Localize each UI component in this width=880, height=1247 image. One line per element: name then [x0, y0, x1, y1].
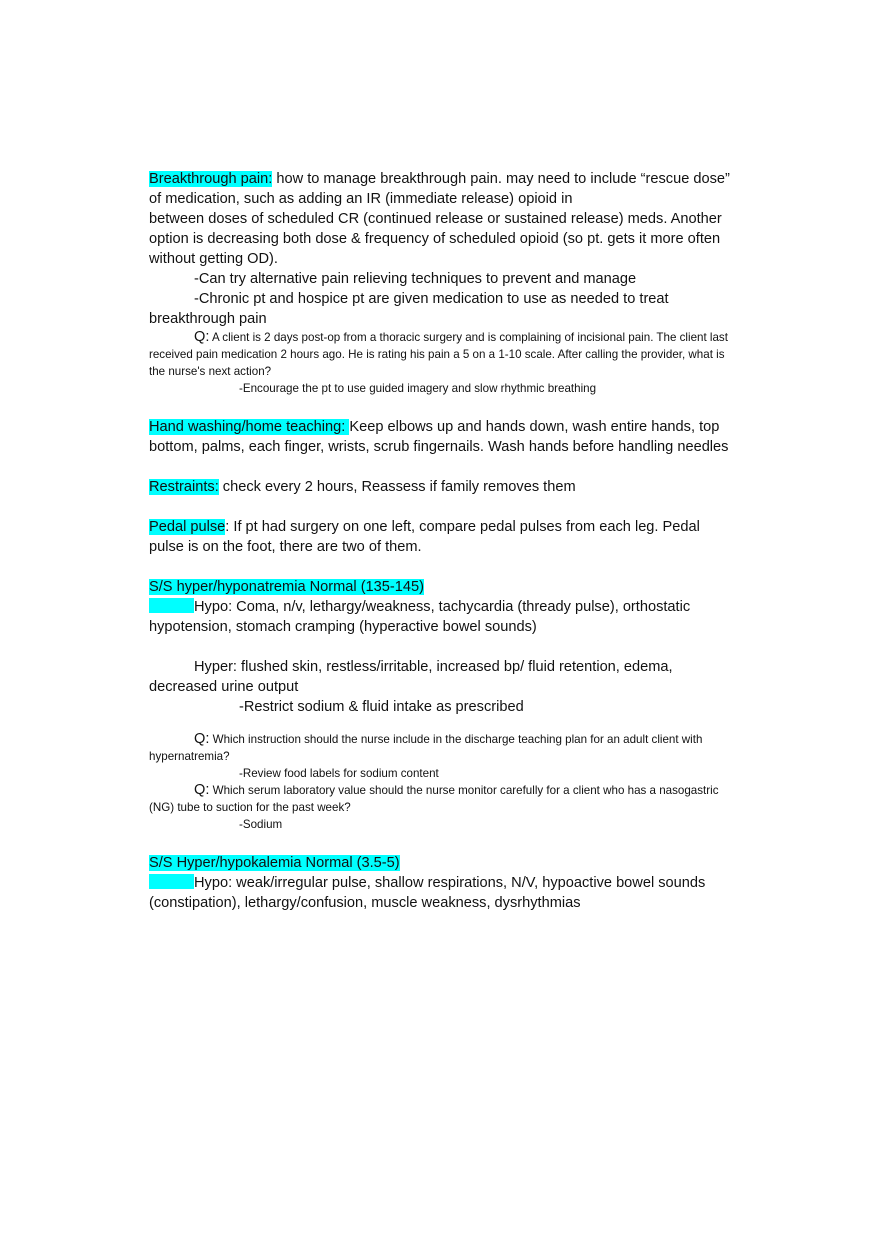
paragraph: between doses of scheduled CR (continued release or sustained release) meds. Another option is decreasing both dose & frequency of scheduled opioid (so pt. gets it more often without getting OD).: [149, 211, 722, 267]
paragraph: [149, 517, 734, 557]
notes-content: [149, 169, 734, 913]
section-potassium: [149, 853, 734, 913]
paragraph: [149, 577, 734, 597]
question: [149, 731, 734, 765]
spacer: [149, 637, 734, 657]
paragraph: [149, 417, 734, 457]
body-text: : If pt had surgery on one left, compare pedal pulses from each leg. Pedal pulse is on the foot, there are two of them.: [149, 519, 700, 555]
question-label: Q:: [194, 731, 210, 747]
spacer: [149, 457, 734, 477]
paragraph: [149, 873, 734, 913]
question: [149, 782, 734, 816]
section-restraints: [149, 477, 734, 497]
body-text: check every 2 hours, Reassess if family removes them: [218, 479, 576, 495]
question-label: Q:: [194, 329, 210, 345]
highlighted-heading: Breakthrough pain:: [149, 171, 273, 187]
highlighted-heading: Restraints:: [149, 479, 219, 495]
paragraph: [149, 597, 734, 637]
paragraph: [149, 477, 734, 497]
section-pedal-pulse: [149, 517, 734, 557]
body-text: Keep elbows up and hands down, wash entire hands, top bottom, palms, each finger, wrists, scrub fingernails. Wash hands before handling needles: [149, 419, 729, 455]
answer: -Restrict sodium & fluid intake as prescribed: [239, 699, 524, 715]
spacer: [149, 717, 734, 731]
spacer: [149, 833, 734, 853]
spacer: [149, 397, 734, 417]
indented-text: -Chronic pt and hospice pt are given medication to use as needed to treat breakthrough pain: [149, 291, 669, 327]
question-text: Which instruction should the nurse include in the discharge teaching plan for an adult client with hypernatremia?: [149, 733, 703, 763]
highlighted-heading: S/S Hyper/hypokalemia Normal (3.5-5): [149, 855, 400, 871]
highlighted-heading: S/S hyper/hyponatremia Normal (135-145): [149, 579, 424, 595]
question-text: A client is 2 days post-op from a thoracic surgery and is complaining of incisional pain. The client last received pain medication 2 hours ago. He is rating his pain a 5 on a 1-10 scale. After calling the provider, what is the nurse's next action?: [149, 331, 728, 378]
highlighted-heading: Hand washing/home teaching:: [149, 419, 350, 435]
spacer: [149, 497, 734, 517]
answer: -Review food labels for sodium content: [239, 767, 439, 780]
indented-text: -Can try alternative pain relieving techniques to prevent and manage: [194, 271, 637, 287]
answer: -Sodium: [239, 818, 283, 831]
indented-text: Hyper: flushed skin, restless/irritable, increased bp/ fluid retention, edema, decreased urine output: [149, 659, 673, 695]
question-text: Which serum laboratory value should the nurse monitor carefully for a client who has a nasogastric (NG) tube to suction for the past week?: [149, 784, 719, 814]
paragraph: [149, 853, 734, 873]
body-text: Hypo: Coma, n/v, lethargy/weakness, tachycardia (thready pulse), orthostatic hypotension, stomach cramping (hyperactive bowel sounds): [149, 599, 691, 635]
highlighted-heading: Pedal pulse: [149, 519, 226, 535]
section-sodium: [149, 577, 734, 833]
spacer: [149, 557, 734, 577]
paragraph: [149, 169, 734, 209]
body-text: Hypo: weak/irregular pulse, shallow respirations, N/V, hypoactive bowel sounds (constipation), lethargy/confusion, muscle weakness, dysrhythmias: [149, 875, 706, 911]
highlight-marker: [149, 598, 194, 613]
question: [149, 329, 734, 380]
body-text: how to manage breakthrough pain. may need to include “rescue dose” of medication, such as adding an IR (immediate release) opioid in: [149, 171, 730, 207]
section-hand-washing: [149, 417, 734, 457]
answer: -Encourage the pt to use guided imagery and slow rhythmic breathing: [239, 382, 597, 395]
section-breakthrough-pain: [149, 169, 734, 397]
question-label: Q:: [194, 782, 210, 798]
highlight-marker: [149, 874, 194, 889]
